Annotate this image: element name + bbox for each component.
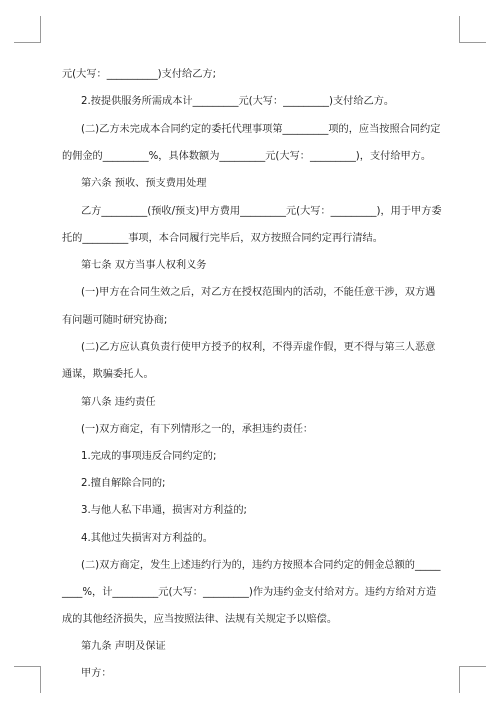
section-heading-9: 第九条 声明及保证 (81, 641, 166, 652)
section-heading-6: 第六条 预收、预支费用处理 (81, 178, 207, 189)
text-line: 通谋，欺骗委托人。 (62, 369, 154, 380)
text-line: (二)乙方未完成本合同约定的委托代理事项第_________项的，应当按照合同约定 (81, 124, 441, 135)
text-line: (一)甲方在合同生效之后，对乙方在授权范围内的活动，不能任意干涉，双方遇 (81, 287, 436, 298)
text-line: 成的其他经济损失，应当按照法律、法规有关规定予以赔偿。 (62, 614, 338, 625)
list-item: 2.擅自解除合同的; (81, 478, 166, 489)
text-line: (二)乙方应认真负责行使甲方授予的权利，不得弄虚作假，更不得与第三人恶意 (81, 342, 436, 353)
text-line: 有问题可随时研究协商; (62, 315, 168, 326)
list-item: 4.其他过失损害对方利益的。 (81, 533, 213, 544)
text-line: 乙方_________(预收/预支)甲方费用_________元(大写：_________)，用于甲方委 (81, 206, 442, 217)
section-heading-7: 第七条 双方当事人权利义务 (81, 260, 207, 271)
section-heading-8: 第八条 违约责任 (81, 397, 156, 408)
list-item: 1.完成的事项违反合同约定的; (81, 451, 217, 462)
text-line: 托的_________事项，本合同履行完毕后，双方按照合同约定再行清结。 (62, 233, 383, 244)
text-line: 元(大写：__________)支付给乙方; (62, 69, 217, 80)
text-line: (二)双方商定，发生上述违约行为的，违约方按照本合同约定的佣金总额的_____ (81, 560, 441, 571)
text-line: ____%，计_________元(大写：_________)作为违约金支付给对方。违约方给对方造 (62, 587, 437, 598)
text-line: 甲方： (81, 668, 112, 679)
list-item: 3.与他人私下串通，损害对方利益的; (81, 505, 247, 516)
text-line: 2.按提供服务所需成本计_________元(大写：_________)支付给乙方。 (81, 96, 395, 107)
text-line: (一)双方商定，有下列情形之一的，承担违约责任： (81, 424, 314, 435)
text-line: 的佣金的_________%，具体数额为_________元(大写：_________)，支付给甲方。 (62, 151, 432, 162)
